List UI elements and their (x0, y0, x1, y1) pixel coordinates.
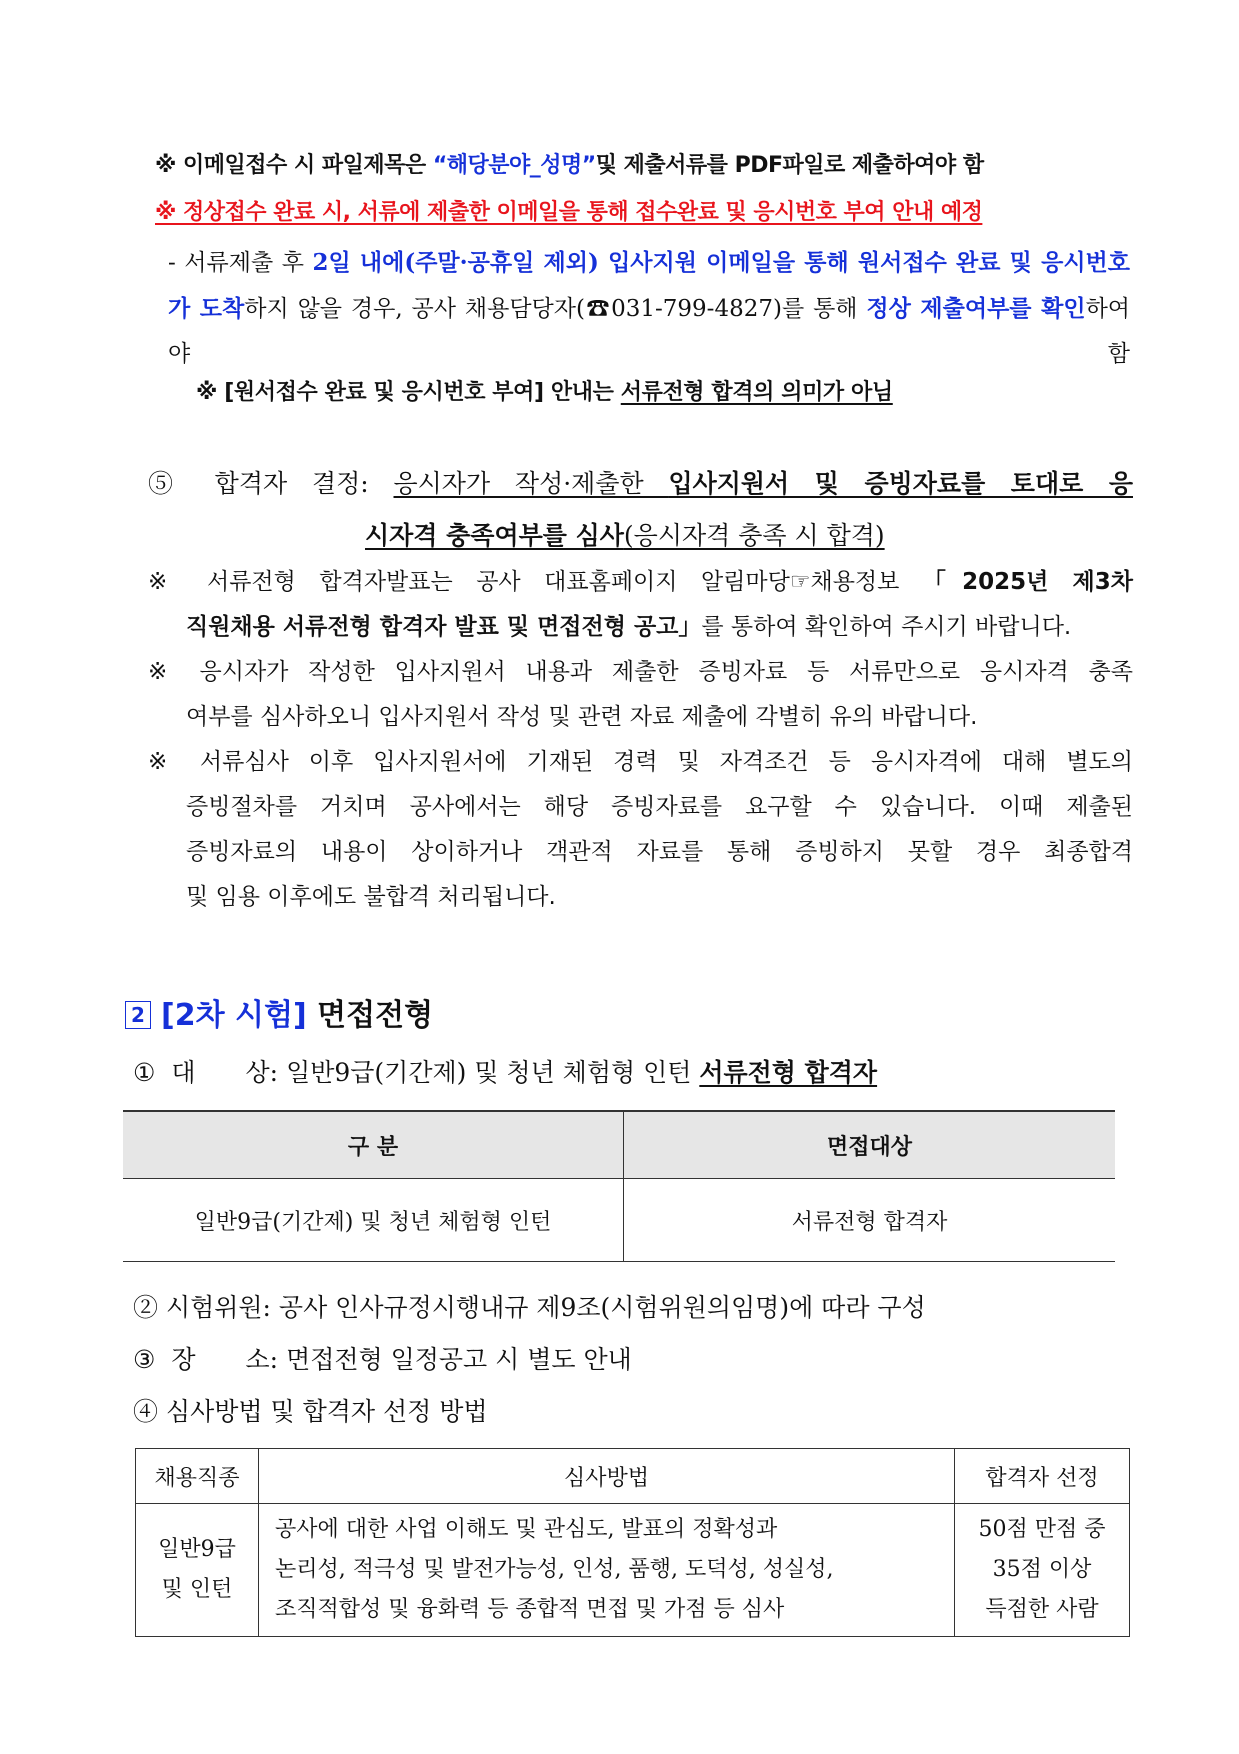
document-review-note: ※ 응시자가 작성한 입사지원서 내용과 제출한 증빙자료 등 서류만으로 응시자격 충족 여부를 심사하오니 입사지원서 작성 및 관련 자료 제출에 각별히 유의 바랍니다. (148, 659, 1133, 730)
examiners-item: ② 시험위원: 공사 인사규정시행내규 제9조(시험위원의임명)에 따라 구성 (133, 1293, 926, 1322)
section-title: 면접전형 (317, 998, 434, 1033)
table-row (123, 1179, 1115, 1262)
confirm-submission: 정상 제출여부를 확인 (866, 295, 1086, 322)
cell-category: 일반9급(기간제) 및 청년 체험형 인턴 (123, 1179, 624, 1262)
section-tag: [2차 시험] (161, 998, 307, 1033)
evaluation-table (135, 1448, 1130, 1637)
cell-method: 공사에 대한 사업 이해도 및 관심도, 발표의 정확성과 논리성, 적극성 및 발전가능성, 인성, 품행, 도덕성, 성실성, 조직적합성 및 융화력 등 종합적 면접 및 가점 등 심사 (259, 1504, 955, 1637)
section-heading (125, 990, 433, 1034)
header-target: 면접대상 (624, 1111, 1116, 1179)
pass-decision-paragraph: ⑤ 합격자 결정: 응시자가 작성·제출한 입사지원서 및 증빙자료를 토대로 응 시자격 충족여부를 심사(응시자격 충족 시 합격) (148, 469, 1133, 550)
receipt-deadline: 2일 내에(주말·공휴일 제외) 입사지원 이메일을 통해 원서접수 완료 및 응시번호가 도착 (168, 249, 1130, 322)
location-item: ③ 장 소: 면접전형 일정공고 시 별도 안내 (133, 1345, 632, 1374)
cell-selection: 50점 만점 중 35점 이상 득점한 사람 (955, 1504, 1130, 1637)
header-category: 구 분 (123, 1111, 624, 1179)
file-title-notice: ※ 이메일접수 시 파일제목은 “해당분야_성명”및 제출서류를 PDF파일로 제출하여야 함 (155, 153, 984, 178)
receipt-check-paragraph: - 서류제출 후 2일 내에(주말·공휴일 제외) 입사지원 이메일을 통해 원서접수 완료 및 응시번호가 도착하지 않을 경우, 공사 채용담당자(☎031-799-4827)를 통해 정상 제출여부를 확인하여야 함 (168, 249, 1130, 367)
verification-note: ※ 서류심사 이후 입사지원서에 기재된 경력 및 자격조건 등 응시자격에 대해 별도의 증빙절차를 거치며 공사에서는 해당 증빙자료를 요구할 수 있습니다. 이때 제출된 증빙자료의 내용이 상이하거나 객관적 자료를 통해 증빙하지 못할 경우 최종합격 및 임용 이후에도 불합격 처리됩니다. (148, 749, 1133, 910)
receipt-not-pass-notice: ※ [원서접수 완료 및 응시번호 부여] 안내는 서류전형 합격의 의미가 아님 (196, 380, 893, 405)
cell-target: 서류전형 합격자 (791, 1209, 948, 1235)
header-method: 심사방법 (259, 1449, 955, 1504)
receipt-confirmation-notice: ※ 정상접수 완료 시, 서류에 제출한 이메일을 통해 접수완료 및 응시번호 부여 안내 예정 (155, 200, 983, 225)
table-header-row (123, 1111, 1115, 1179)
file-title-format: “해당분야_성명” (432, 153, 596, 178)
section-number-box: 2 (125, 1001, 151, 1029)
header-selection: 합격자 선정 (955, 1449, 1130, 1504)
announcement-note: ※ 서류전형 합격자발표는 공사 대표홈페이지 알림마당☞채용정보 「2025년 제3차 직원채용 서류전형 합격자 발표 및 면접전형 공고」를 통하여 확인하여 주시기 바랍니다. (148, 569, 1133, 640)
interview-target-table (123, 1110, 1115, 1262)
table-header-row (136, 1449, 1130, 1504)
header-job-type: 채용직종 (136, 1449, 259, 1504)
target-item: ① 대 상: 일반9급(기간제) 및 청년 체험형 인턴 서류전형 합격자 (133, 1058, 878, 1087)
table-row (136, 1504, 1130, 1637)
evaluation-method-item: ④ 심사방법 및 합격자 선정 방법 (133, 1397, 488, 1426)
cell-job-type: 일반9급 및 인턴 (136, 1504, 259, 1637)
